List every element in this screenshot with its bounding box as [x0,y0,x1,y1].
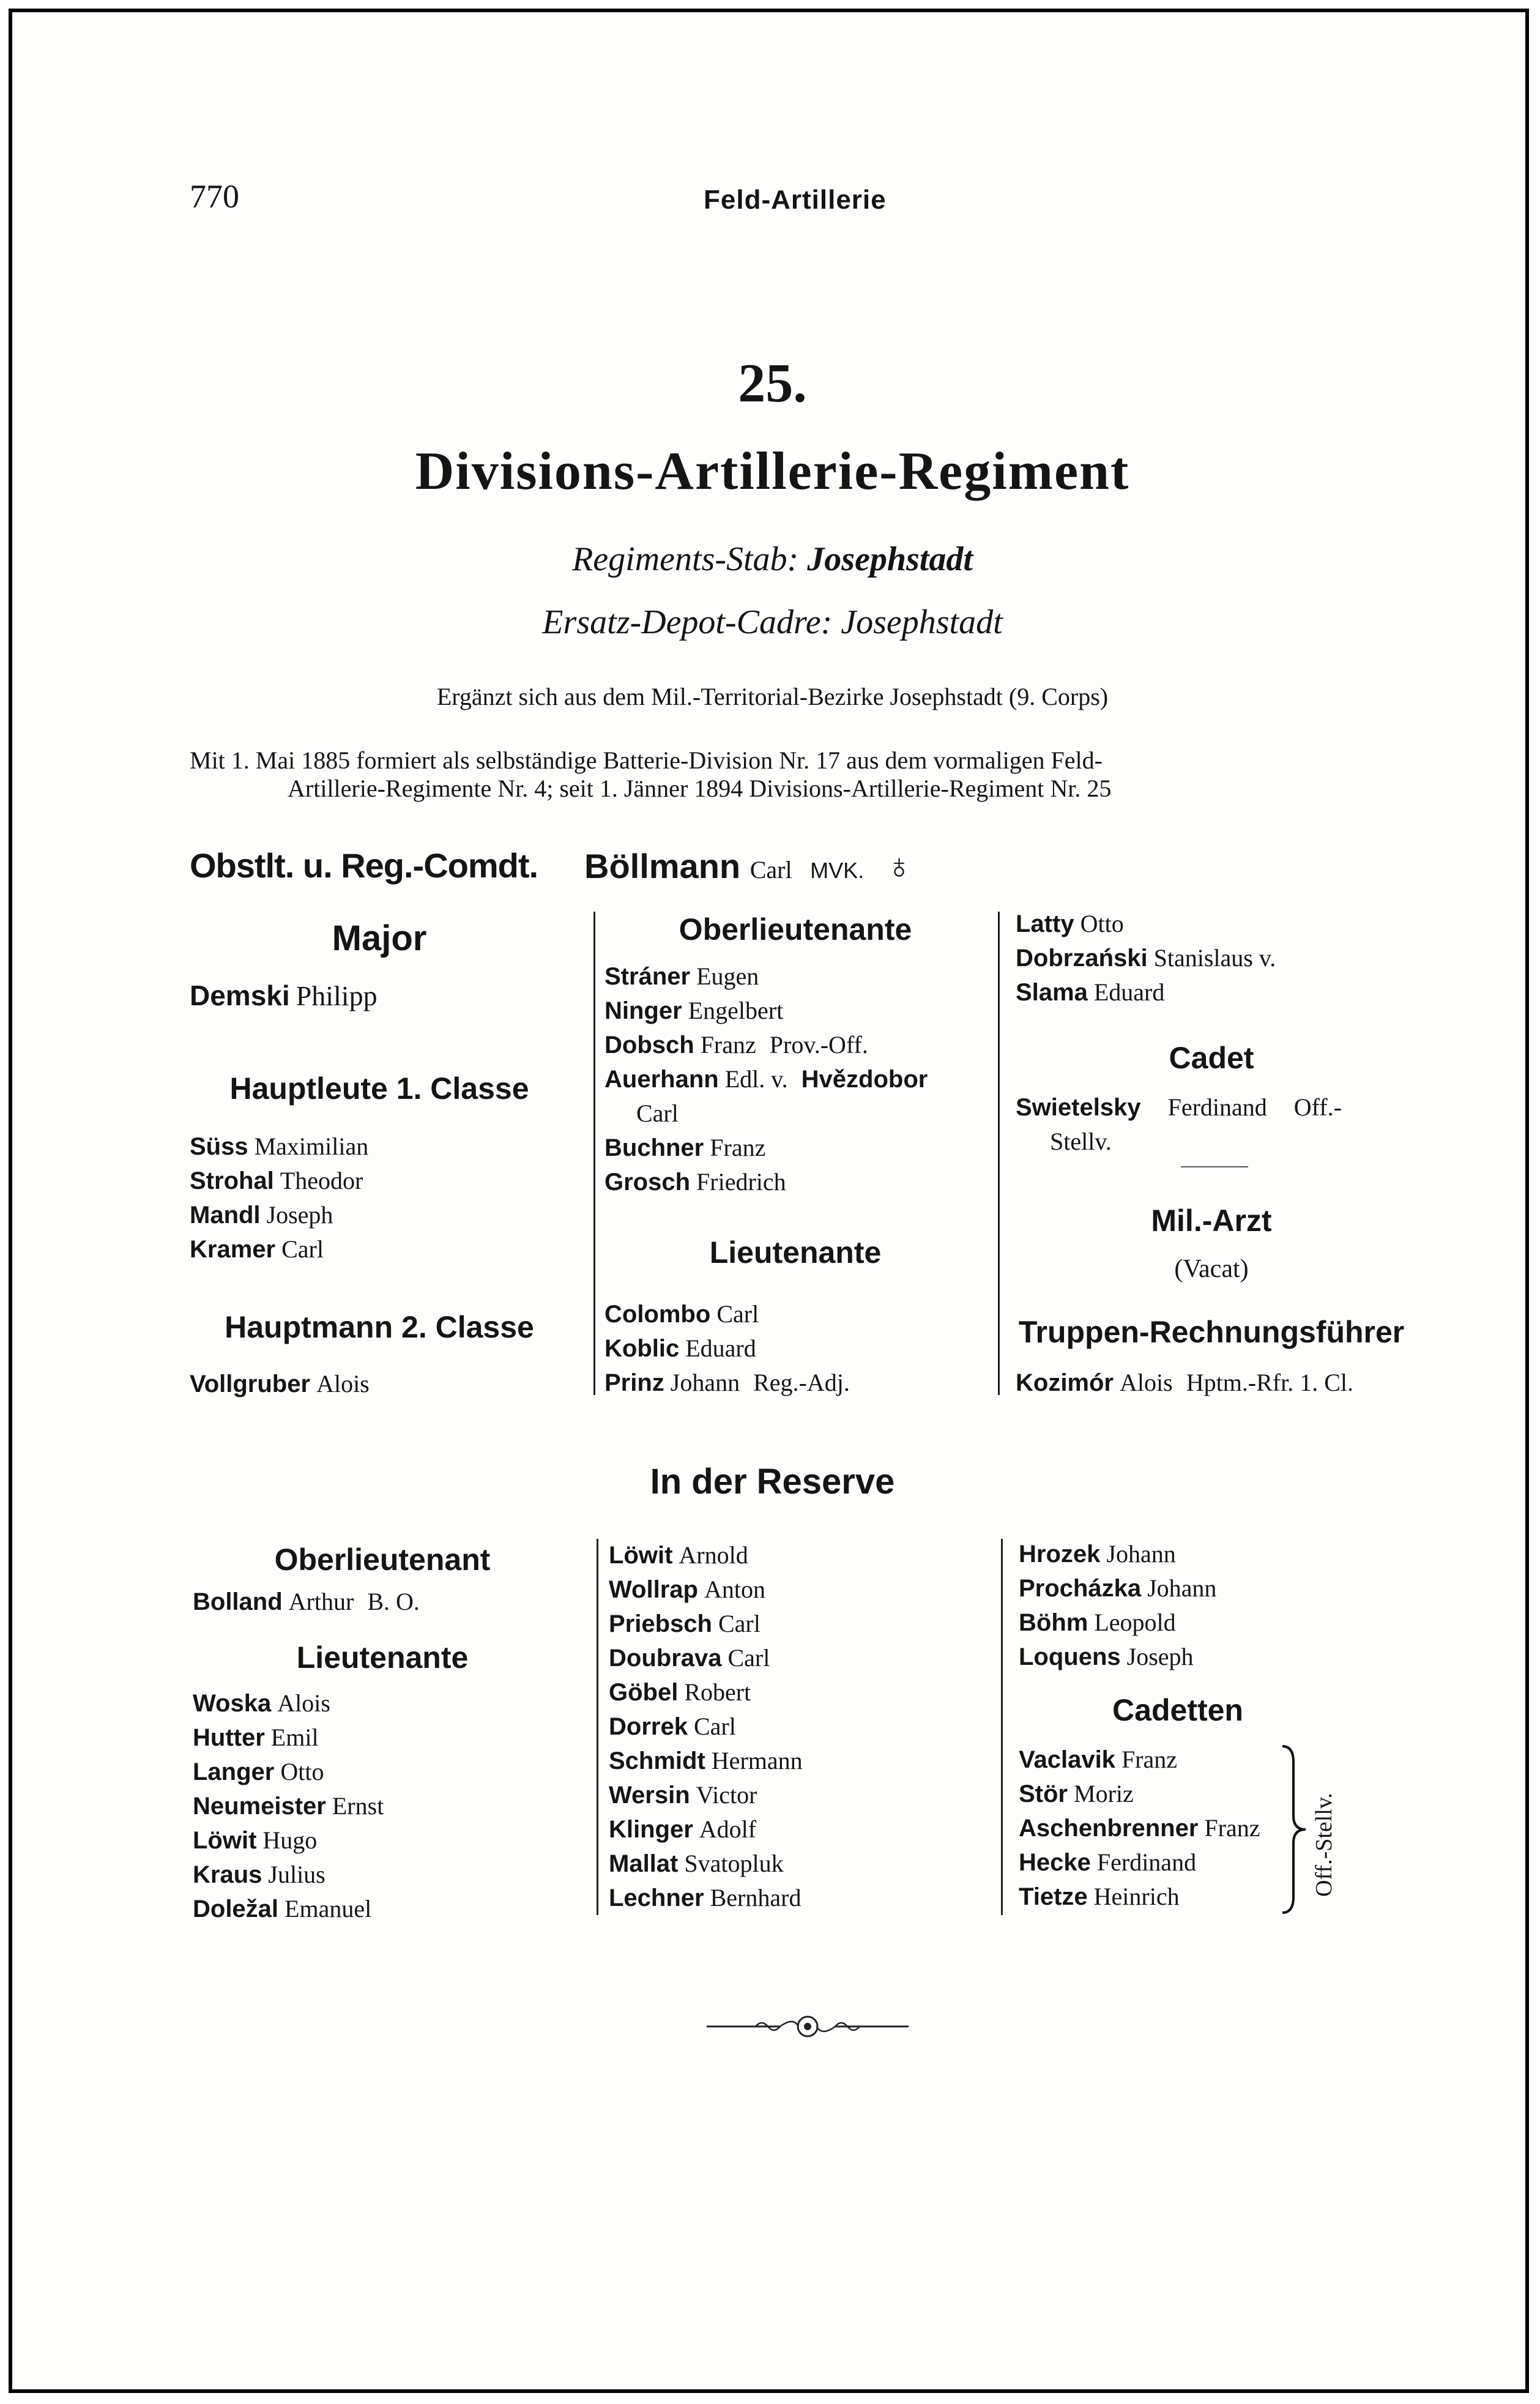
list-item: Demski Philipp [190,980,378,1011]
page-number: 770 [190,178,239,215]
list-item: Dorrek Carl [609,1713,736,1740]
stab-label: Regiments-Stab: [572,540,799,578]
arzt-heading: Mil.-Arzt [1151,1204,1272,1238]
list-item: Woska Alois [193,1689,330,1717]
list-item: Süss Maximilian [190,1133,369,1160]
list-item: Hrozek Johann [1019,1540,1176,1568]
list-item: Löwit Arnold [609,1541,748,1569]
list-item: Loquens Joseph [1019,1643,1194,1670]
offizier-stellvertreter-note: Off.-Stellv. [1311,1793,1337,1897]
oberleutnante-heading: Oberlieutenante [679,912,912,947]
major-heading: Major [332,918,427,958]
list-item: Hutter Emil [193,1724,319,1751]
list-item: Auerhann Edl. v. Hvězdobor [604,1065,928,1093]
list-item: Wollrap Anton [609,1576,765,1603]
list-item: Tietze Heinrich [1019,1883,1180,1910]
list-item: Priebsch Carl [609,1610,761,1637]
recruitment-note: Ergänzt sich aus dem Mil.-Territorial-Bezirke Josephstadt (9. Corps) [436,683,1109,710]
list-item: Neumeister Ernst [193,1792,384,1820]
commander-decoration: MVK. [810,858,865,883]
list-item: Wersin Victor [609,1781,757,1809]
list-item: Göbel Robert [609,1678,751,1706]
list-item: Slama Eduard [1016,978,1165,1006]
list-item: Löwit Hugo [193,1826,318,1854]
stab-place: Josephstadt [807,540,973,578]
list-item: Koblic Eduard [604,1334,756,1362]
section-title: Feld-Artillerie [704,185,887,215]
list-item-continuation: Stellv. [1050,1128,1112,1155]
list-item: Vollgruber Alois [190,1370,370,1397]
list-item-continuation: Carl [636,1100,679,1127]
list-item: Mallat Svatopluk [609,1850,784,1877]
column-divider [1001,1539,1003,1915]
list-item: Latty Otto [1016,910,1124,937]
list-item: Aschenbrenner Franz [1019,1814,1260,1842]
arzt-vacat: (Vacat) [1174,1255,1249,1283]
list-item: Procházka Johann [1019,1574,1217,1602]
depot-label: Ersatz-Depot-Cadre: [542,603,833,641]
ornament-icon [707,2014,909,2039]
list-item: Kozimór Alois Hptm.-Rfr. 1. Cl. [1016,1369,1354,1396]
history-line-2: Artillerie-Regimente Nr. 4; seit 1. Jänner 1894 Divisions-Artillerie-Regiment Nr. 25 [288,775,1112,802]
list-item: Dobsch Franz Prov.-Off. [604,1031,868,1059]
list-item: Bolland Arthur B. O. [193,1588,420,1615]
history-paragraph [190,746,1404,803]
cadet-heading: Cadet [1169,1041,1254,1075]
hauptleute-1-heading: Hauptleute 1. Classe [229,1071,529,1106]
list-item: Doubrava Carl [609,1644,770,1672]
list-item: Böhm Leopold [1019,1609,1176,1636]
list-item: Klinger Adolf [609,1815,757,1843]
column-divider [597,1539,598,1915]
rechnungsfuehrer-heading: Truppen-Rechnungsführer [1018,1315,1405,1349]
regiment-number: 25. [738,353,807,414]
commander-surname: Böllmann [584,847,741,885]
column-divider [998,912,1000,1395]
column-divider [593,912,595,1395]
list-item: Grosch Friedrich [604,1168,786,1196]
list-item: Kramer Carl [190,1235,324,1263]
list-item: Colombo Carl [604,1300,759,1328]
list-item: Lechner Bernhard [609,1884,802,1911]
hauptmann-2-heading: Hauptmann 2. Classe [225,1310,534,1344]
document-page [9,9,1529,2393]
list-item: Dobrzański Stanislaus v. [1016,944,1276,972]
list-item: Stör Moriz [1019,1780,1134,1807]
ersatz-depot [12,603,1533,642]
list-item: Ninger Engelbert [604,997,784,1024]
list-item: Doležal Emanuel [193,1895,372,1922]
history-line-1: Mit 1. Mai 1885 formiert als selbständige Batterie-Division Nr. 17 aus dem vormaligen Feld- [190,746,1103,774]
reserve-leutnante-heading: Lieutenante [296,1640,469,1675]
list-item: Schmidt Hermann [609,1747,803,1774]
brace-icon [1279,1744,1309,1915]
regiment-stab [12,540,1533,579]
list-item: Prinz Johann Reg.-Adj. [604,1369,850,1396]
commander-role: Obstlt. u. Reg.-Comdt. [190,846,538,885]
divider [1181,1166,1248,1167]
list-item: Strohal Theodor [190,1167,363,1194]
list-item: Mandl Joseph [190,1201,333,1229]
list-item: Hecke Ferdinand [1019,1848,1197,1876]
list-item: Vaclavik Franz [1019,1746,1178,1773]
list-item: Kraus Julius [193,1861,325,1888]
list-item: Swietelsky Ferdinand Off.- [1016,1093,1342,1121]
commander-name [584,846,912,887]
reserve-oberleutnant-heading: Oberlieutenant [274,1543,491,1577]
decoration-symbol-icon: ♁ [885,846,913,886]
cadetten-heading: Cadetten [1112,1693,1243,1727]
regiment-title: Divisions-Artillerie-Regiment [415,442,1130,501]
leutnante-heading: Lieutenante [709,1235,882,1270]
depot-place: Josephstadt [841,603,1003,641]
list-item: Stráner Eugen [604,962,759,990]
reserve-heading: In der Reserve [650,1462,895,1502]
list-item: Buchner Franz [604,1134,766,1161]
list-item: Langer Otto [193,1758,324,1785]
commander-given: Carl [750,856,792,884]
